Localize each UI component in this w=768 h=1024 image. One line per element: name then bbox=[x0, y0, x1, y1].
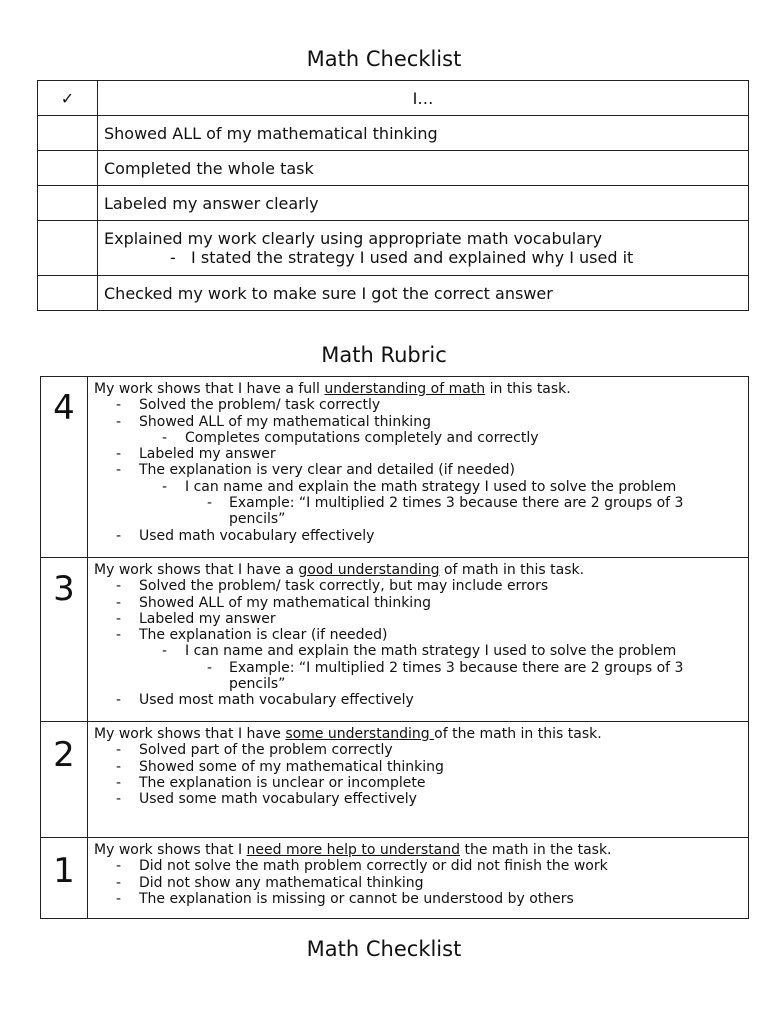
rubric-row-2 bbox=[41, 722, 749, 838]
checklist-item: Checked my work to make sure I got the correct answer bbox=[98, 276, 749, 311]
rubric-bullet: - The explanation is unclear or incomplete bbox=[116, 774, 426, 791]
rubric-lead: My work shows that I have some understanding of the math in this task. bbox=[94, 726, 602, 742]
rubric-description bbox=[88, 838, 749, 919]
rubric-bullet: - The explanation is very clear and detailed (if needed) bbox=[116, 462, 515, 479]
rubric-lead: My work shows that I have a good understanding of math in this task. bbox=[94, 562, 585, 578]
rubric-lead: My work shows that I need more help to understand the math in the task. bbox=[94, 842, 612, 858]
rubric-lead: My work shows that I have a full understanding of math in this task. bbox=[94, 381, 571, 397]
score-label: 1 bbox=[41, 838, 88, 919]
checklist-item: Labeled my answer clearly bbox=[98, 186, 749, 221]
rubric-row-3 bbox=[41, 558, 749, 722]
checklist-header-row bbox=[38, 81, 749, 116]
rubric-bullet: - Showed ALL of my mathematical thinking bbox=[116, 594, 431, 611]
rubric-bullet: - Showed some of my mathematical thinking bbox=[116, 758, 444, 775]
rubric-example: - Example: “I multiplied 2 times 3 because there are 2 groups of 3 pencils” bbox=[207, 495, 684, 528]
score-label: 2 bbox=[41, 722, 88, 838]
score-label: 4 bbox=[41, 377, 88, 558]
check-column-header: ✓ bbox=[38, 81, 98, 116]
checklist-item: Completed the whole task bbox=[98, 151, 749, 186]
checklist-table bbox=[37, 80, 749, 311]
checklist-subitem bbox=[104, 248, 742, 267]
checklist-row bbox=[38, 276, 749, 311]
checkbox-cell[interactable] bbox=[38, 151, 98, 186]
footer-checklist-title: Math Checklist bbox=[306, 937, 462, 961]
rubric-title: Math Rubric bbox=[321, 343, 447, 367]
rubric-description bbox=[88, 558, 749, 722]
rubric-bullet: - Showed ALL of my mathematical thinking bbox=[116, 413, 431, 430]
rubric-bullet: - Used math vocabulary effectively bbox=[116, 527, 375, 544]
checklist-row bbox=[38, 186, 749, 221]
rubric-subbullet: - I can name and explain the math strategy I used to solve the problem bbox=[162, 478, 677, 495]
rubric-bullet: - Labeled my answer bbox=[116, 446, 276, 463]
checklist-row bbox=[38, 116, 749, 151]
checkbox-cell[interactable] bbox=[38, 116, 98, 151]
rubric-bullet: - Did not show any mathematical thinking bbox=[116, 874, 424, 891]
rubric-bullet: - Solved the problem/ task correctly bbox=[116, 397, 381, 414]
checkbox-cell[interactable] bbox=[38, 186, 98, 221]
rubric-bullet: - Solved the problem/ task correctly, but may include errors bbox=[116, 578, 549, 595]
rubric-subbullet: - Completes computations completely and correctly bbox=[162, 429, 539, 446]
rubric-description bbox=[88, 377, 749, 558]
bullet-dash: - bbox=[170, 248, 176, 267]
rubric-description bbox=[88, 722, 749, 838]
rubric-bullet: - The explanation is clear (if needed) bbox=[116, 627, 388, 644]
checklist-item bbox=[98, 221, 749, 276]
checklist-subitem-text: I stated the strategy I used and explained why I used it bbox=[191, 248, 634, 267]
rubric-subbullet: - I can name and explain the math strategy I used to solve the problem bbox=[162, 643, 677, 660]
checkbox-cell[interactable] bbox=[38, 276, 98, 311]
checklist-title: Math Checklist bbox=[306, 47, 462, 71]
rubric-bullet: - Labeled my answer bbox=[116, 610, 276, 627]
rubric-row-4 bbox=[41, 377, 749, 558]
checklist-row bbox=[38, 151, 749, 186]
rubric-bullet: - Did not solve the math problem correctly or did not finish the work bbox=[116, 858, 608, 875]
items-column-header: I… bbox=[98, 81, 749, 116]
rubric-row-1 bbox=[41, 838, 749, 919]
checklist-item: Showed ALL of my mathematical thinking bbox=[98, 116, 749, 151]
rubric-bullet: - Used some math vocabulary effectively bbox=[116, 791, 417, 808]
rubric-bullet: - Used most math vocabulary effectively bbox=[116, 692, 414, 709]
checklist-item-text: Explained my work clearly using appropriate math vocabulary bbox=[104, 229, 603, 248]
checklist-row bbox=[38, 221, 749, 276]
checkbox-cell[interactable] bbox=[38, 221, 98, 276]
score-label: 3 bbox=[41, 558, 88, 722]
rubric-bullet: - Solved part of the problem correctly bbox=[116, 742, 393, 759]
rubric-table bbox=[40, 376, 749, 919]
rubric-example: - Example: “I multiplied 2 times 3 because there are 2 groups of 3 pencils” bbox=[207, 659, 684, 693]
rubric-bullet: - The explanation is missing or cannot be understood by others bbox=[116, 890, 574, 907]
